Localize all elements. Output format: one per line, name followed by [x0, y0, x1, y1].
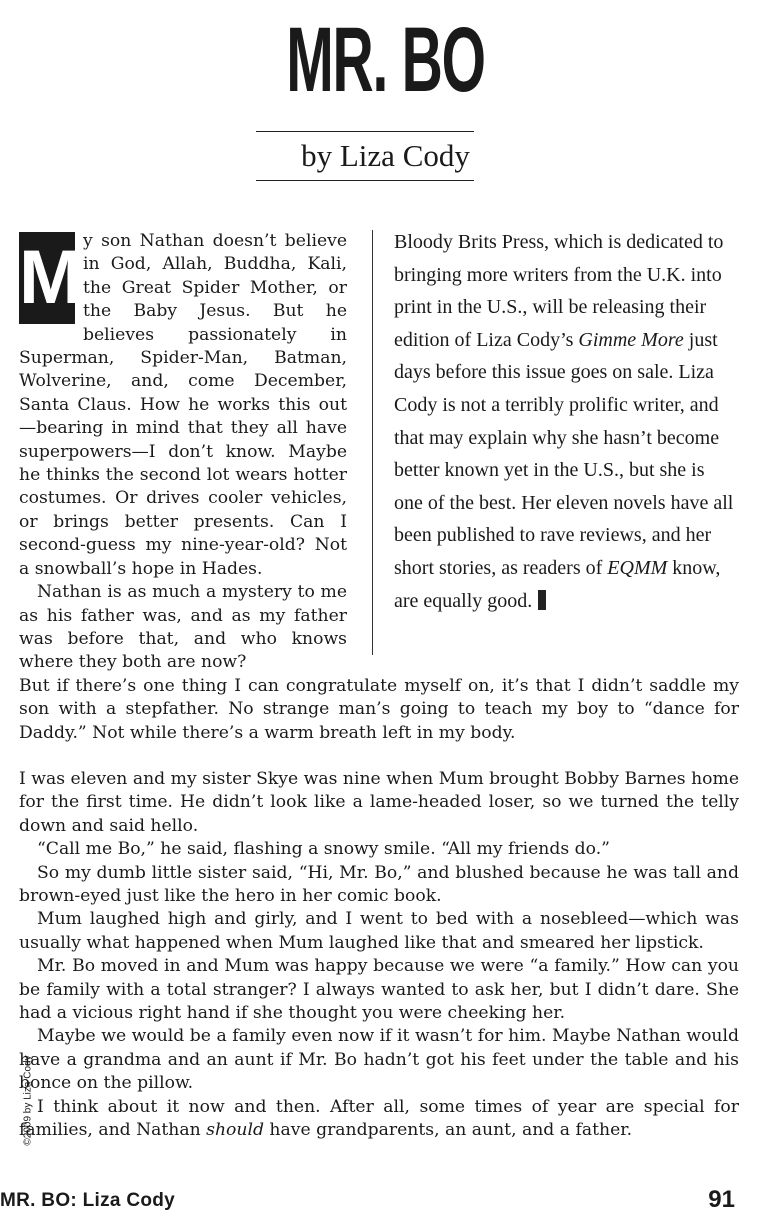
column-divider — [372, 230, 373, 655]
paragraph: Nathan is as much a mystery to me as his father was, and as my father was before that, and who knows where they both are now? — [19, 582, 347, 673]
section-two — [19, 768, 739, 1143]
page-number: 91 — [708, 1186, 735, 1213]
title-rule-top — [256, 131, 474, 132]
story-title: MR. BO — [286, 9, 485, 111]
paragraph: But if there’s one thing I can congratulate myself on, it’s that I didn’t saddle my son with a stepfather. No strange man’s going to teach my boy to “dance for Daddy.” Not while there’s a warm breath left in my body. — [19, 676, 739, 743]
byline: by Liza Cody — [301, 138, 470, 173]
paragraph: “Call me Bo,” he said, flashing a snowy smile. “All my friends do.” — [37, 839, 610, 860]
author-intro-sidebar — [394, 226, 734, 617]
end-mark-icon — [538, 590, 546, 610]
drop-cap: M — [19, 232, 75, 324]
paragraph: Mr. Bo moved in and Mum was happy because we were “a family.” How can you be family with a total stranger? I always wanted to ask her, but I didn’t dare. She had a vicious right hand if she thought you were cheeking her. — [19, 956, 739, 1024]
continuation-text — [19, 675, 739, 745]
book-title: Gimme More — [578, 328, 684, 351]
opening-paragraph: M y son Nathan doesn’t believe in God, Allah, Buddha, Kali, the Great Spider Mother, or the Baby Jesus. But he believes passionately in Superman, Spider-Man, Batman, Wolverine, and, come December, Santa Claus. How he works this out—bearing in mind that they all have superpowers—I don’t know. Maybe he thinks the second lot wears hotter costumes. Or drives cooler vehicles, or brings better presents. Can I second-guess my nine-year-old? Not a snowball’s hope in Hades. — [19, 231, 347, 579]
magazine-name: EQMM — [607, 556, 668, 579]
footer-running-title: MR. BO: Liza Cody — [0, 1190, 176, 1211]
copyright-notice: ©2009 by Liza Cody — [22, 1055, 34, 1146]
paragraph: I was eleven and my sister Skye was nine when Mum brought Bobby Barnes home for the first time. He didn’t look like a lame-headed loser, so we turned the telly down and said hello. — [19, 769, 739, 836]
paragraph: So my dumb little sister said, “Hi, Mr. Bo,” and blushed because he was tall and brown-eyed just like the hero in her comic book. — [19, 862, 739, 907]
intro-text: Bloody Brits Press, which is dedicated to bringing more writers from the U.K. into print in the U.S., will be releasing their edition of Liza Cody’s Gimme More just days before this issue goes on sale. Liza Cody is not a terribly prolific writer, and that may explain why she hasn’t become better known yet in the U.S., but she is one of the best. Her eleven novels have all been published to rave reviews, and her short stories, as readers of EQMM know, are equally good. — [394, 231, 734, 612]
paragraph: Mum laughed high and girly, and I went to bed with a nosebleed—which was usually what happened when Mum laughed like that and smeared her lipstick. — [19, 909, 739, 953]
title-rule-bottom — [256, 180, 474, 181]
paragraph: I think about it now and then. After all, some times of year are special for families, and Nathan should have grandparents, an aunt, and a father. — [19, 1096, 739, 1141]
paragraph: Maybe we would be a family even now if it wasn’t for him. Maybe Nathan would have a grandma and an aunt if Mr. Bo hadn’t got his feet under the table and his bonce on the pillow. — [19, 1026, 739, 1094]
left-column — [19, 230, 347, 675]
